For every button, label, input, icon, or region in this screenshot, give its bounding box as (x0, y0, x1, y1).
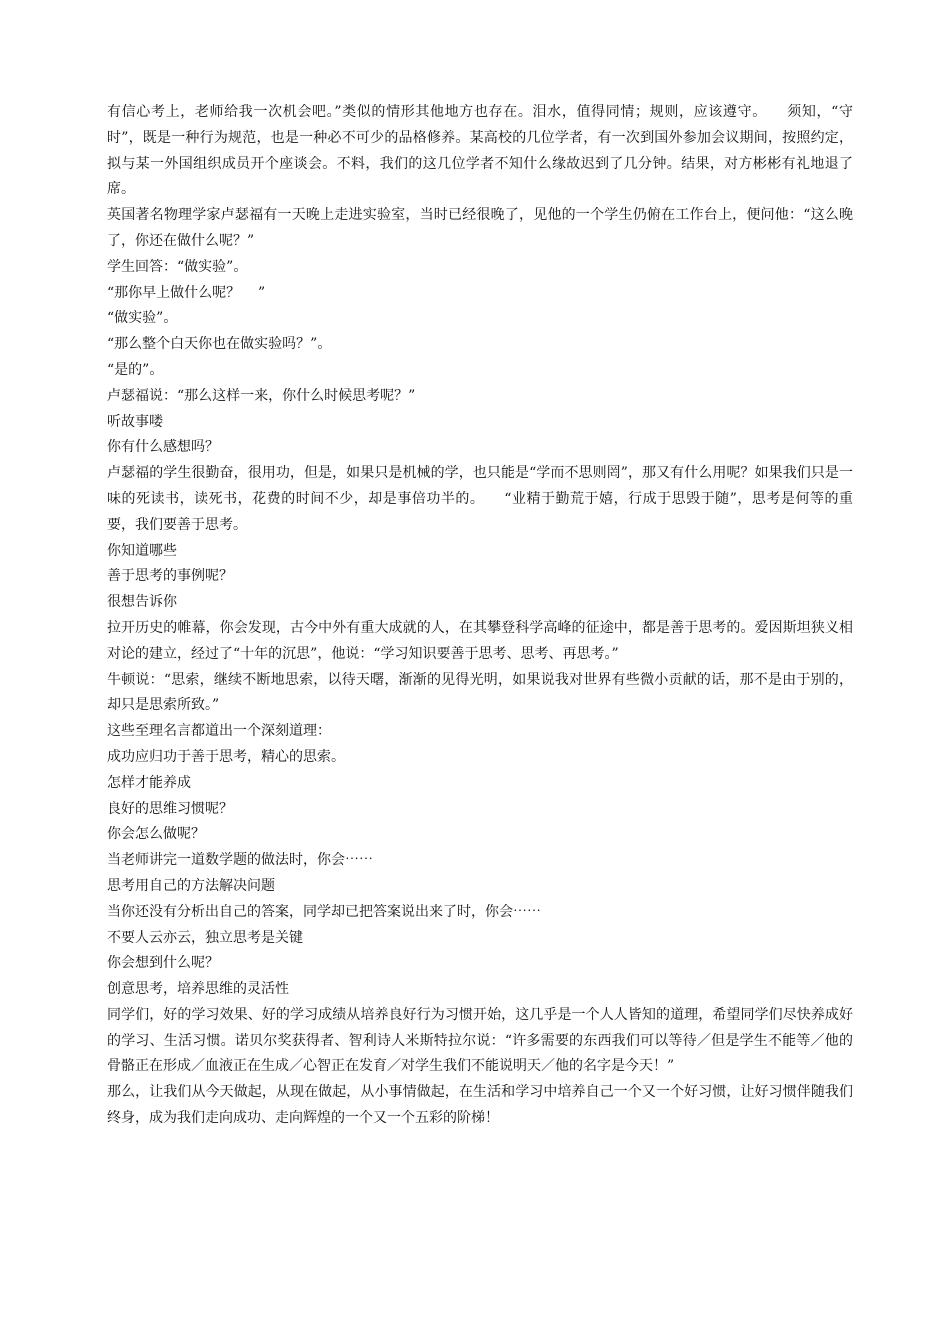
paragraph-18: 成功应归功于善于思考，精心的思索。 (107, 748, 345, 765)
paragraph-8: 卢瑟福说：“那么这样一来，你什么时候思考呢？” (107, 387, 416, 404)
paragraph-20: 良好的思维习惯呢？ (107, 800, 233, 817)
paragraph-5: “做实验”。 (107, 310, 178, 327)
paragraph-16: 牛顿说：“思索，继续不断地思索，以待天曙，渐渐的见得光明，如果说我对世界有些微小贡献的话，那不是由于别的，却只是思索所致。” (107, 671, 853, 714)
paragraph-12: 你知道哪些 (107, 542, 177, 559)
paragraph-2: 英国著名物理学家卢瑟福有一天晚上走进实验室，当时已经很晚了，见他的一个学生仍俯在工作台上，便问他：“这么晚了，你还在做什么呢？” (107, 207, 853, 249)
paragraph-29: 那么，让我们从今天做起，从现在做起，从小事情做起，在生活和学习中培养自己一个又一个好习惯，让好习惯伴随我们终身，成为我们走向成功、走向辉煌的一个又一个五彩的阶梯！ (107, 1084, 853, 1127)
paragraph-13: 善于思考的事例呢？ (107, 568, 233, 585)
paragraph-7: “是的”。 (107, 361, 164, 378)
paragraph-10: 你有什么感想吗？ (107, 439, 219, 456)
paragraph-23: 思考用自己的方法解决问题 (107, 877, 275, 894)
paragraph-4: “那你早上做什么呢？ ” (107, 284, 266, 301)
paragraph-24: 当你还没有分析出自己的答案，同学却已把答案说出来了时，你会⋯⋯ (107, 903, 541, 920)
document-body (107, 100, 853, 1132)
paragraph-22: 当老师讲完一道数学题的做法时，你会⋯⋯ (107, 852, 373, 869)
paragraph-21: 你会怎么做呢？ (107, 826, 205, 843)
paragraph-14: 很想告诉你 (107, 594, 177, 611)
paragraph-9: 听故事喽 (107, 413, 163, 430)
paragraph-3: 学生回答：“做实验”。 (107, 258, 248, 275)
paragraph-27: 创意思考，培养思维的灵活性 (107, 981, 289, 998)
paragraph-6: “那么整个白天你也在做实验吗？”。 (107, 336, 332, 353)
paragraph-26: 你会想到什么呢？ (107, 955, 219, 972)
paragraph-17: 这些至理名言都道出一个深刻道理： (107, 723, 331, 740)
paragraph-19: 怎样才能养成 (107, 774, 191, 791)
paragraph-1: 有信心考上，老师给我一次机会吧。”类似的情形其他地方也存在。泪水，值得同情；规则，应该遵守。 须知，“守时”，既是一种行为规范，也是一种必不可少的品格修养。某高校的几位学者，有一次到国外参加会议期间，按照约定，拟与某一外国组织成员开个座谈会。不料，我们的这几位学者不知什么缘故迟到了几分钟。结果，对方彬彬有礼地退了席。 (107, 104, 853, 198)
paragraph-15: 拉开历史的帷幕，你会发现，古今中外有重大成就的人，在其攀登科学高峰的征途中，都是善于思考的。爱因斯坦狭义相对论的建立，经过了“十年的沉思”，他说：“学习知识要善于思考、思考、再思考。” (107, 619, 853, 662)
paragraph-11: 卢瑟福的学生很勤奋，很用功，但是，如果只是机械的学，也只能是“学而不思则罔”，那又有什么用呢？如果我们只是一味的死读书，读死书，花费的时间不少，却是事倍功半的。 “业精于勤荒于嬉，行成于思毁于随”，思考是何等的重要，我们要善于思考。 (107, 465, 853, 533)
paragraph-28: 同学们，好的学习效果、好的学习成绩从培养良好行为习惯开始，这几乎是一个人人皆知的道理，希望同学们尽快养成好的学习、生活习惯。诺贝尔奖获得者、智利诗人米斯特拉尔说：“许多需要的东西我们可以等待／但是学生不能等／他的骨骼正在形成／血液正在生成／心智正在发育／对学生我们不能说明天／他的名字是今天！” (107, 1006, 853, 1075)
paragraph-25: 不要人云亦云，独立思考是关键 (107, 929, 303, 946)
